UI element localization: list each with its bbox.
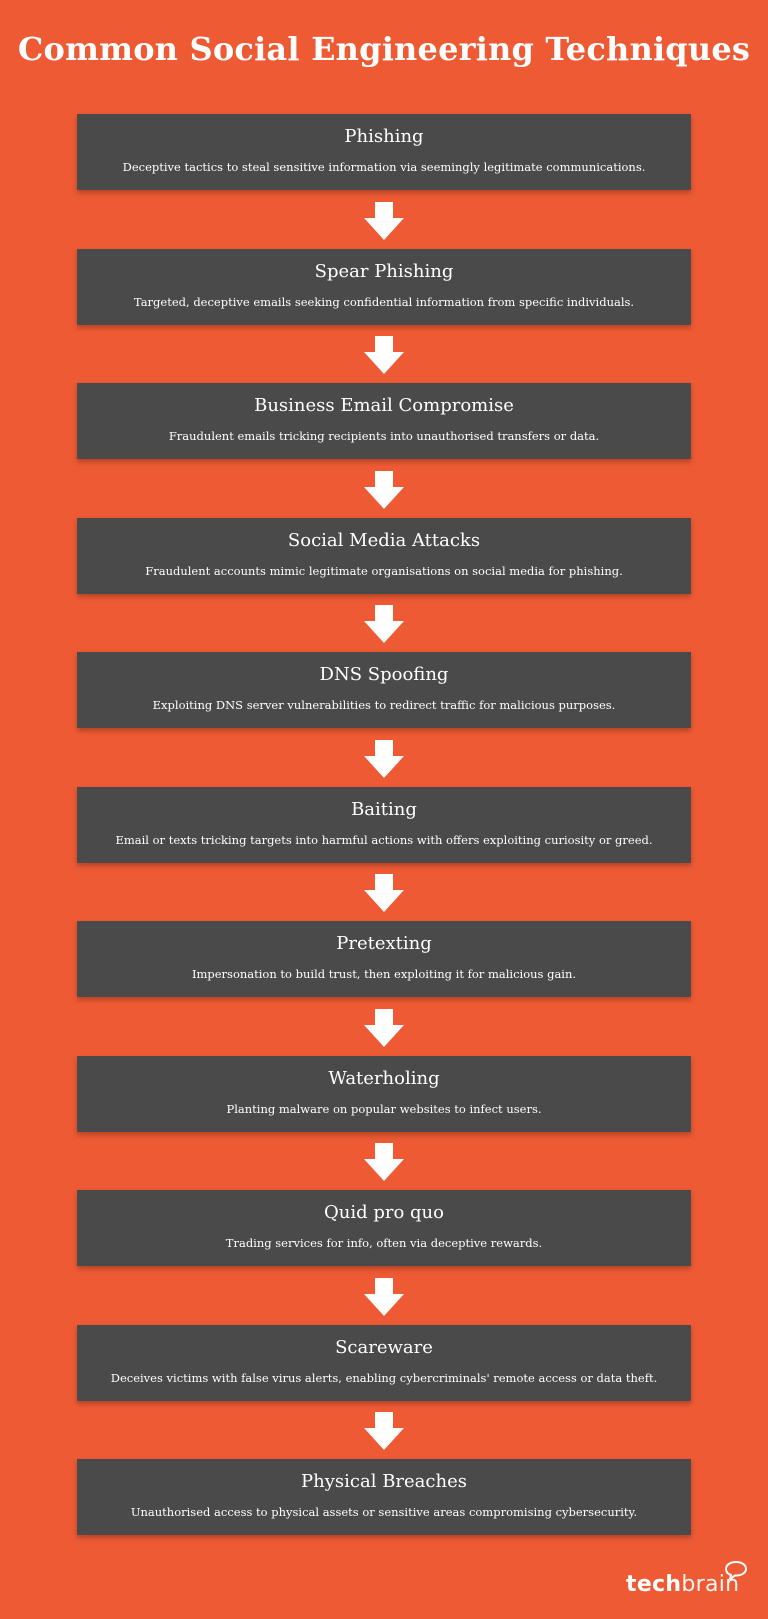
- technique-name: Baiting: [351, 799, 417, 820]
- down-arrow-icon: [364, 202, 404, 240]
- technique-box: [77, 652, 691, 728]
- technique-name: Business Email Compromise: [254, 395, 514, 416]
- down-arrow-icon: [364, 874, 404, 912]
- down-arrow-icon: [364, 740, 404, 778]
- page-title: Common Social Engineering Techniques: [17, 30, 751, 68]
- technique-description: Fraudulent accounts mimic legitimate organisations on social media for phishing.: [145, 564, 623, 578]
- technique-box: [77, 383, 691, 459]
- technique-name: Quid pro quo: [324, 1202, 444, 1223]
- technique-description: Unauthorised access to physical assets or sensitive areas compromising cybersecurity.: [130, 1505, 638, 1519]
- technique-box: [77, 1190, 691, 1266]
- technique-description: Deceptive tactics to steal sensitive information via seemingly legitimate communications.: [122, 160, 646, 174]
- technique-name: Phishing: [344, 126, 424, 147]
- speech-bubble-icon: [724, 1560, 748, 1580]
- technique-box: [77, 921, 691, 997]
- technique-name: Scareware: [335, 1337, 433, 1358]
- technique-description: Trading services for info, often via deceptive rewards.: [225, 1236, 543, 1250]
- down-arrow-icon: [364, 336, 404, 374]
- technique-description: Planting malware on popular websites to infect users.: [226, 1102, 542, 1116]
- technique-description: Targeted, deceptive emails seeking confidential information from specific individuals.: [133, 295, 635, 309]
- technique-box: [77, 1056, 691, 1132]
- technique-box: [77, 114, 691, 190]
- technique-box: [77, 249, 691, 325]
- techbrain-logo: [626, 1572, 739, 1597]
- technique-description: Impersonation to build trust, then exploiting it for malicious gain.: [191, 967, 577, 981]
- technique-name: Physical Breaches: [301, 1471, 467, 1492]
- technique-description: Fraudulent emails tricking recipients into unauthorised transfers or data.: [168, 429, 600, 443]
- down-arrow-icon: [364, 1009, 404, 1047]
- down-arrow-icon: [364, 1143, 404, 1181]
- technique-name: DNS Spoofing: [319, 664, 449, 685]
- down-arrow-icon: [364, 605, 404, 643]
- technique-description: Exploiting DNS server vulnerabilities to redirect traffic for malicious purposes.: [152, 698, 616, 712]
- logo-part-brain: brain: [681, 1572, 740, 1597]
- technique-box: [77, 1325, 691, 1401]
- technique-box: [77, 518, 691, 594]
- down-arrow-icon: [364, 1412, 404, 1450]
- down-arrow-icon: [364, 1278, 404, 1316]
- down-arrow-icon: [364, 471, 404, 509]
- technique-box: [77, 1459, 691, 1535]
- technique-name: Waterholing: [328, 1068, 440, 1089]
- technique-name: Pretexting: [336, 933, 432, 954]
- technique-name: Social Media Attacks: [287, 530, 481, 551]
- technique-description: Email or texts tricking targets into harmful actions with offers exploiting curiosity or greed.: [115, 833, 653, 847]
- logo-part-tech: tech: [626, 1572, 682, 1597]
- technique-box: [77, 787, 691, 863]
- technique-description: Deceives victims with false virus alerts, enabling cybercriminals' remote access or data theft.: [110, 1371, 658, 1385]
- technique-name: Spear Phishing: [314, 261, 454, 282]
